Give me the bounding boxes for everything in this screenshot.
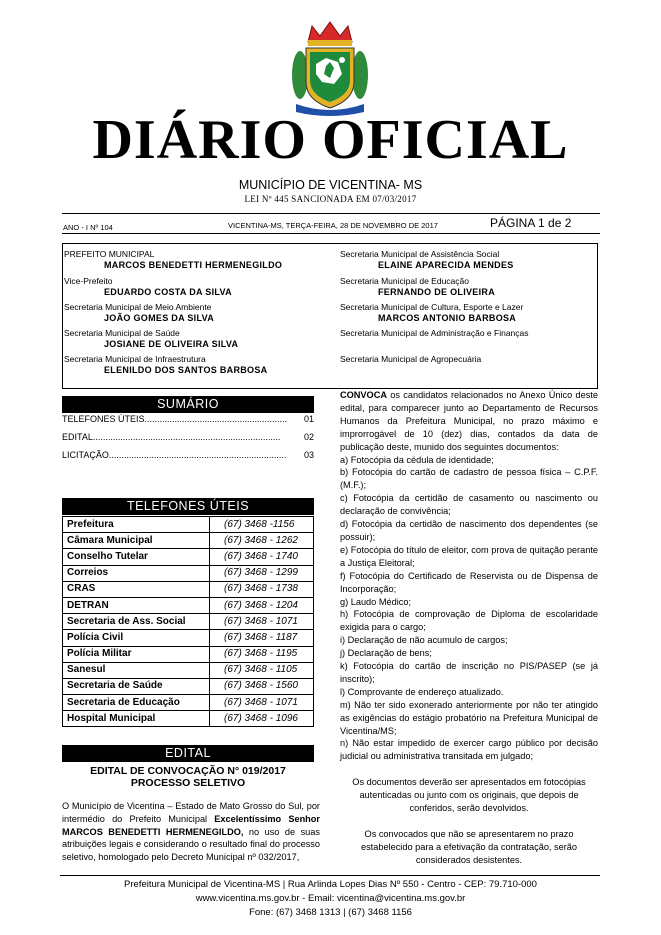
summary-item[interactable] [62,450,314,460]
table-row [63,581,314,597]
convoca-lead: CONVOCA [340,390,387,400]
phone-number: (67) 3468 - 1262 [210,533,314,549]
table-row [63,533,314,549]
official-name: JOSIANE DE OLIVEIRA SILVA [104,339,239,349]
table-row [63,630,314,646]
official-role: Secretaria Municipal de Agropecuária [340,354,482,364]
convoca-intro-text: os candidatos relacionados no Anexo Único deste edital, para comparecer junto ao Departamento de Recursos Humanos da Prefeitura Municipal, no prazo máximo e improrrogável de 10 (dez) dias, contados da data de publicação deste, munido dos seguintes documentos: [340,390,598,452]
footer-address: Prefeitura Municipal de Vicentina-MS | Rua Arlinda Lopes Dias Nº 550 - Centro - CEP: 79.710-000 [124,879,537,890]
table-row [63,517,314,533]
summary-item[interactable] [62,432,314,442]
edition-number: ANO - I Nº 104 [63,223,113,232]
table-row [63,662,314,678]
document-item: c) Fotocópia da certidão de casamento ou nascimento ou declaração de convivência; [340,493,598,517]
municipal-crest-logo [290,20,370,118]
footer-website-email: www.vicentina.ms.gov.br - Email: vicentina@vicentina.ms.gov.br [195,893,466,904]
summary-item-page: 01 [303,414,314,424]
phone-number: (67) 3468 - 1187 [210,630,314,646]
phones-table [62,516,314,727]
official-role: Secretaria Municipal de Meio Ambiente [64,302,212,312]
official-role: Secretaria Municipal de Saúde [64,328,180,338]
document-item: e) Fotocópia do título de eleitor, com prova de quitação perante a Justiça Eleitoral; [340,544,598,568]
law-reference: LEI Nº 445 SANCIONADA EM 07/03/2017 [244,194,417,204]
phone-entity: Conselho Tutelar [63,549,210,565]
edital-text: no uso de suas atribuições legais e considerando o resultado final do processo seletivo, homologado pelo Decreto Municipal nº 032/2017, [62,826,320,863]
phone-entity: CRAS [63,581,210,597]
official-role: Secretaria Municipal de Assistência Social [340,249,500,259]
convoca-section [340,389,598,867]
summary-item[interactable] [62,414,314,424]
official-role: Secretaria Municipal de Administração e Finanças [340,328,529,338]
documents-note: Os documentos deverão ser apresentados em fotocópias autenticadas ou junto com os originais, que depois de conferidos, serão devolvidos. [352,777,586,814]
document-item: l) Comprovante de endereço atualizado. [340,686,504,697]
phone-number: (67) 3468 - 1071 [210,695,314,711]
phone-number: (67) 3468 - 1071 [210,614,314,630]
phones-heading: TELEFONES ÚTEIS [62,498,314,515]
deadline-note: Os convocados que não se apresentarem no prazo estabelecido para a efetivação da contratação, serão considerados desistentes. [360,829,578,865]
official-role: Vice-Prefeito [64,276,113,286]
phone-entity: Secretaria de Saúde [63,678,210,694]
phone-entity: DETRAN [63,597,210,613]
table-row [63,549,314,565]
document-item: n) Não estar impedido de exercer cargo público por decisão judicial ou administrativa transitada em julgado; [340,738,598,762]
official-role: PREFEITO MUNICIPAL [64,249,155,259]
document-item: h) Fotocópia de comprovação de Diploma de escolaridade exigida para o cargo; [340,609,598,633]
phone-entity: Hospital Municipal [63,711,210,727]
summary-item-page: 03 [303,450,314,460]
convoca-intro [340,389,598,454]
edital-body [62,800,320,864]
phone-entity: Polícia Militar [63,646,210,662]
official-entry [340,302,523,324]
table-row [63,646,314,662]
phone-entity: Secretaria de Ass. Social [63,614,210,630]
phone-number: (67) 3468 - 1299 [210,565,314,581]
official-entry [64,354,267,376]
phone-number: (67) 3468 - 1195 [210,646,314,662]
document-item: b) Fotocópia do cartão de cadastro de pessoa física – C.P.F.(M.F.); [340,467,598,491]
footer-rule [60,875,600,876]
phone-entity: Prefeitura [63,517,210,533]
footer-phones: Fone: (67) 3468 1313 | (67) 3468 1156 [249,907,412,918]
table-row [63,711,314,727]
leader-dots: ........................................................................... [92,432,281,442]
official-name: FERNANDO DE OLIVEIRA [378,287,496,297]
page-indicator: PÁGINA 1 de 2 [490,216,572,230]
summary-item-label: LICITAÇÃO [62,450,109,460]
phone-number: (67) 3468 - 1738 [210,581,314,597]
document-item: i) Declaração de não acumulo de cargos; [340,635,508,646]
phone-entity: Sanesul [63,662,210,678]
official-name: MARCOS ANTONIO BARBOSA [378,313,517,323]
edital-subtitle: PROCESSO SELETIVO [130,777,246,789]
header-rule-bottom [62,233,600,234]
official-entry [340,328,529,339]
summary-item-page: 02 [303,432,314,442]
official-name: ELAINE APARECIDA MENDES [378,260,514,270]
official-role: Secretaria Municipal de Infraestrutura [64,354,206,364]
document-item: j) Declaração de bens; [340,648,432,659]
newspaper-title: DIÁRIO OFICIAL [92,109,569,171]
official-entry [64,302,214,324]
phone-entity: Correios [63,565,210,581]
phone-number: (67) 3468 - 1560 [210,678,314,694]
document-item: a) Fotocópia da cédula de identidade; [340,454,494,465]
official-entry [64,249,282,271]
official-entry [340,354,481,365]
phone-number: (67) 3468 - 1105 [210,662,314,678]
official-entry [64,276,232,298]
summary-item-label: TELEFONES ÚTEIS [62,414,145,424]
document-item: k) Fotocópia do cartão de inscrição no PIS/PASEP (se já inscrito); [340,661,598,684]
phone-entity: Câmara Municipal [63,533,210,549]
official-entry [64,328,238,350]
officials-box [62,243,598,389]
phone-entity: Polícia Civil [63,630,210,646]
edital-title-line: EDITAL DE CONVOCAÇÃO N° 019/2017 [90,765,286,777]
official-name: EDUARDO COSTA DA SILVA [104,287,232,297]
edital-text-bold: Excelentíssimo Senhor MARCOS BENEDETTI HERMENEGILDO, [62,813,320,837]
table-row [63,614,314,630]
phone-number: (67) 3468 - 1204 [210,597,314,613]
leader-dots: ....................................................................... [108,450,287,460]
table-row [63,597,314,613]
edital-text: O Município de Vicentina – Estado de Mato Grosso do Sul, por intermédio do Prefeito Municipal [62,801,320,824]
table-row [63,565,314,581]
official-entry [340,249,514,271]
summary-heading: SUMÁRIO [62,396,314,413]
table-row [63,695,314,711]
phone-number: (67) 3468 - 1096 [210,711,314,727]
official-name: MARCOS BENEDETTI HERMENEGILDO [104,260,283,270]
document-item: f) Fotocópia do Certificado de Reservista ou de Dispensa de Incorporação; [340,570,598,594]
official-role: Secretaria Municipal de Educação [340,276,469,286]
municipality-name: MUNICÍPIO DE VICENTINA- MS [238,178,423,192]
official-name: ELENILDO DOS SANTOS BARBOSA [104,365,268,375]
edital-title [62,765,314,789]
header-rule-top [62,213,600,214]
summary-item-label: EDITAL [62,432,93,442]
official-entry [340,276,495,298]
document-item: g) Laudo Médico; [340,596,411,607]
phone-number: (67) 3468 -1156 [210,517,314,533]
official-role: Secretaria Municipal de Cultura, Esporte e Lazer [340,302,524,312]
document-item: d) Fotocópia da certidão de nascimento dos dependentes (se possuir); [340,519,598,542]
phone-entity: Secretaria de Educação [63,695,210,711]
document-item: m) Não ter sido exonerado anteriormente por não ter atingido as exigências do estágio probatório na Prefeitura Municipal de Vicentina/MS; [340,699,598,736]
official-name: JOÃO GOMES DA SILVA [104,313,215,323]
leader-dots: ......................................................... [144,414,288,424]
issue-date: VICENTINA-MS, TERÇA-FEIRA, 28 DE NOVEMBRO DE 2017 [228,221,438,230]
phone-number: (67) 3468 - 1740 [210,549,314,565]
table-row [63,678,314,694]
edital-heading: EDITAL [62,745,314,762]
